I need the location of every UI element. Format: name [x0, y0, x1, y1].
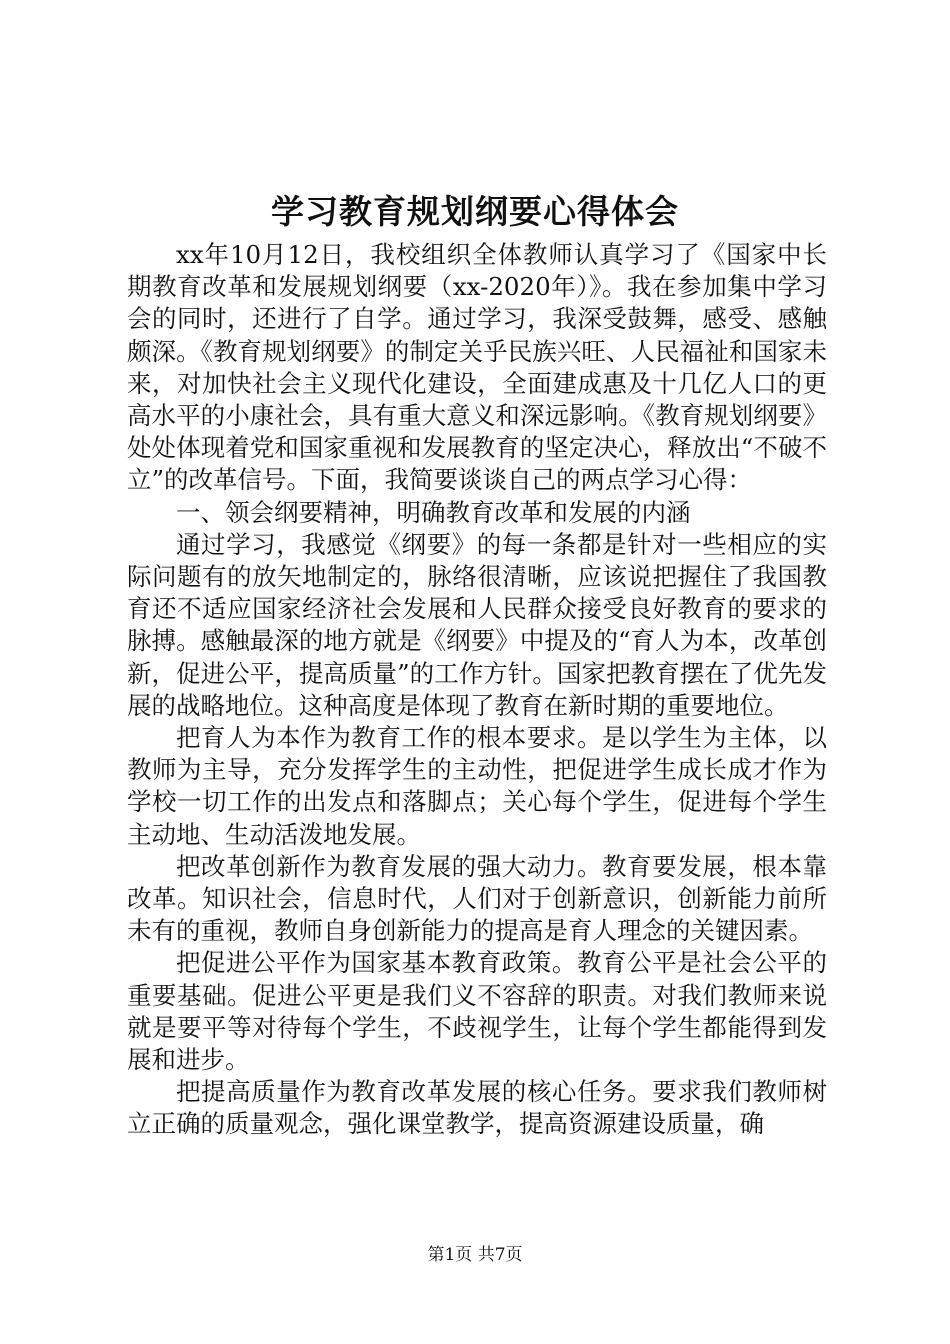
- paragraph-student-centered: 把育人为本作为教育工作的根本要求。是以学生为主体，以教师为主导，充分发挥学生的主动性，把促进学生成长成才作为学校一切工作的出发点和落脚点；关心每个学生，促进每个学生主动地、生动活泼地发展。: [127, 723, 827, 849]
- document-title: 学习教育规划纲要心得体会: [271, 192, 679, 231]
- paragraph-intro: xx年10月12日，我校组织全体教师认真学习了《国家中长期教育改革和发展规划纲要（xx-2020年）》。我在参加集中学习会的同时，还进行了自学。通过学习，我深受鼓舞，感受、感触颇深。《教育规划纲要》的制定关乎民族兴旺、人民福祉和国家未来，对加快社会主义现代化建设，全面建成惠及十几亿人口的更高水平的小康社会，具有重大意义和深远影响。《教育规划纲要》处处体现着党和国家重视和发展教育的坚定决心，释放出“不破不立”的改革信号。下面，我简要谈谈自己的两点学习心得：: [127, 240, 827, 495]
- page-footer: 第1页 共7页: [427, 1245, 523, 1265]
- paragraph-fairness: 把促进公平作为国家基本教育政策。教育公平是社会公平的重要基础。促进公平更是我们义不容辞的职责。对我们教师来说就是要平等对待每个学生，不歧视学生，让每个学生都能得到发展和进步。: [127, 948, 827, 1075]
- paragraph-quality: 把提高质量作为教育改革发展的核心任务。要求我们教师树立正确的质量观念，强化课堂教学，提高资源建设质量，确: [127, 1077, 827, 1139]
- paragraph-reform-innovation: 把改革创新作为教育发展的强大动力。教育要发展，根本靠改革。知识社会，信息时代，人们对于创新意识，创新能力前所未有的重视，教师自身创新能力的提高是育人理念的关键因素。: [127, 851, 827, 946]
- paragraph-section-1: 通过学习，我感觉《纲要》的每一条都是针对一些相应的实际问题有的放矢地制定的，脉络很清晰，应该说把握住了我国教育还不适应国家经济社会发展和人民群众接受良好教育的要求的脉搏。感触最深的地方就是《纲要》中提及的“育人为本，改革创新，促进公平，提高质量”的工作方针。国家把教育摆在了优先发展的战略地位。这种高度是体现了教育在新时期的重要地位。: [127, 529, 827, 720]
- document-body: [127, 239, 827, 1141]
- section-heading: 一、领会纲要精神，明确教育改革和发展的内涵: [176, 497, 691, 527]
